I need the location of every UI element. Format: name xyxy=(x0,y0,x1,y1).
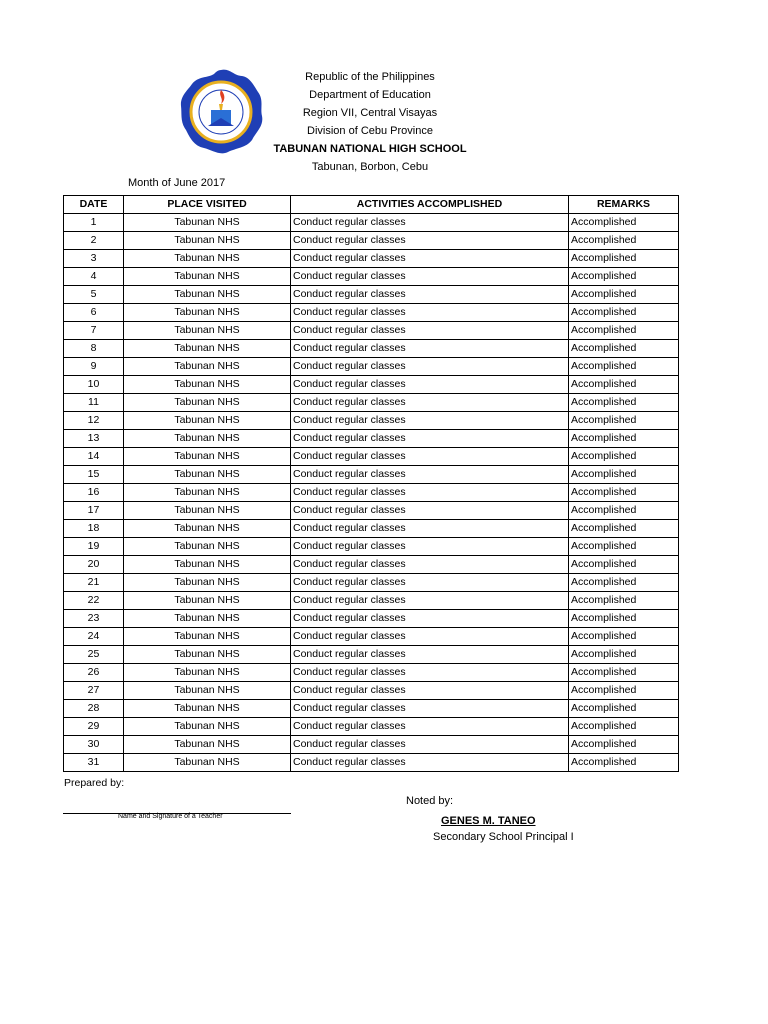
cell-place: Tabunan NHS xyxy=(124,358,291,376)
cell-place: Tabunan NHS xyxy=(124,502,291,520)
column-header-place: PLACE VISITED xyxy=(124,196,291,214)
cell-activity: Conduct regular classes xyxy=(291,358,569,376)
table-row xyxy=(64,268,679,286)
cell-place: Tabunan NHS xyxy=(124,466,291,484)
table-row xyxy=(64,358,679,376)
cell-place: Tabunan NHS xyxy=(124,250,291,268)
cell-date: 14 xyxy=(64,448,124,466)
cell-date: 11 xyxy=(64,394,124,412)
cell-activity: Conduct regular classes xyxy=(291,556,569,574)
cell-place: Tabunan NHS xyxy=(124,628,291,646)
school-seal-icon xyxy=(178,68,264,156)
header-school-name: TABUNAN NATIONAL HIGH SCHOOL xyxy=(273,143,467,155)
table-row xyxy=(64,736,679,754)
cell-remarks: Accomplished xyxy=(569,394,679,412)
cell-date: 10 xyxy=(64,376,124,394)
cell-activity: Conduct regular classes xyxy=(291,430,569,448)
table-row xyxy=(64,700,679,718)
cell-place: Tabunan NHS xyxy=(124,700,291,718)
cell-remarks: Accomplished xyxy=(569,628,679,646)
cell-remarks: Accomplished xyxy=(569,610,679,628)
cell-date: 8 xyxy=(64,340,124,358)
cell-activity: Conduct regular classes xyxy=(291,718,569,736)
cell-remarks: Accomplished xyxy=(569,736,679,754)
cell-date: 25 xyxy=(64,646,124,664)
cell-place: Tabunan NHS xyxy=(124,718,291,736)
cell-activity: Conduct regular classes xyxy=(291,664,569,682)
cell-date: 2 xyxy=(64,232,124,250)
table-row xyxy=(64,574,679,592)
cell-date: 5 xyxy=(64,286,124,304)
table-row xyxy=(64,646,679,664)
cell-remarks: Accomplished xyxy=(569,484,679,502)
cell-place: Tabunan NHS xyxy=(124,664,291,682)
cell-activity: Conduct regular classes xyxy=(291,340,569,358)
cell-date: 31 xyxy=(64,754,124,772)
cell-place: Tabunan NHS xyxy=(124,754,291,772)
table-row xyxy=(64,754,679,772)
cell-place: Tabunan NHS xyxy=(124,340,291,358)
cell-remarks: Accomplished xyxy=(569,592,679,610)
cell-place: Tabunan NHS xyxy=(124,322,291,340)
principal-title: Secondary School Principal I xyxy=(433,831,574,843)
table-row xyxy=(64,466,679,484)
cell-date: 26 xyxy=(64,664,124,682)
table-row xyxy=(64,304,679,322)
cell-remarks: Accomplished xyxy=(569,682,679,700)
cell-date: 20 xyxy=(64,556,124,574)
table-row xyxy=(64,286,679,304)
cell-remarks: Accomplished xyxy=(569,358,679,376)
cell-remarks: Accomplished xyxy=(569,412,679,430)
cell-place: Tabunan NHS xyxy=(124,556,291,574)
signature-label: Name and Signature of a Teacher xyxy=(118,813,223,820)
cell-place: Tabunan NHS xyxy=(124,304,291,322)
cell-remarks: Accomplished xyxy=(569,502,679,520)
cell-date: 30 xyxy=(64,736,124,754)
cell-place: Tabunan NHS xyxy=(124,394,291,412)
cell-date: 9 xyxy=(64,358,124,376)
cell-date: 7 xyxy=(64,322,124,340)
cell-remarks: Accomplished xyxy=(569,520,679,538)
document-header xyxy=(270,68,470,176)
table-row xyxy=(64,682,679,700)
prepared-by-label: Prepared by: xyxy=(64,777,125,789)
table-row xyxy=(64,448,679,466)
cell-remarks: Accomplished xyxy=(569,304,679,322)
cell-activity: Conduct regular classes xyxy=(291,502,569,520)
cell-remarks: Accomplished xyxy=(569,322,679,340)
cell-remarks: Accomplished xyxy=(569,448,679,466)
cell-remarks: Accomplished xyxy=(569,340,679,358)
column-header-activities: ACTIVITIES ACCOMPLISHED xyxy=(291,196,569,214)
cell-activity: Conduct regular classes xyxy=(291,322,569,340)
table-row xyxy=(64,250,679,268)
cell-activity: Conduct regular classes xyxy=(291,286,569,304)
cell-place: Tabunan NHS xyxy=(124,682,291,700)
cell-place: Tabunan NHS xyxy=(124,214,291,232)
table-row xyxy=(64,484,679,502)
cell-activity: Conduct regular classes xyxy=(291,448,569,466)
cell-place: Tabunan NHS xyxy=(124,520,291,538)
cell-date: 24 xyxy=(64,628,124,646)
cell-activity: Conduct regular classes xyxy=(291,520,569,538)
cell-remarks: Accomplished xyxy=(569,250,679,268)
cell-date: 22 xyxy=(64,592,124,610)
table-row xyxy=(64,376,679,394)
column-header-remarks: REMARKS xyxy=(569,196,679,214)
table-row xyxy=(64,232,679,250)
table-row xyxy=(64,412,679,430)
cell-activity: Conduct regular classes xyxy=(291,592,569,610)
cell-date: 13 xyxy=(64,430,124,448)
table-row xyxy=(64,340,679,358)
cell-date: 29 xyxy=(64,718,124,736)
table-row xyxy=(64,718,679,736)
cell-date: 12 xyxy=(64,412,124,430)
cell-place: Tabunan NHS xyxy=(124,592,291,610)
cell-date: 4 xyxy=(64,268,124,286)
cell-date: 18 xyxy=(64,520,124,538)
table-row xyxy=(64,664,679,682)
noted-by-label: Noted by: xyxy=(406,795,454,807)
header-republic: Republic of the Philippines xyxy=(305,71,435,83)
cell-activity: Conduct regular classes xyxy=(291,214,569,232)
cell-activity: Conduct regular classes xyxy=(291,646,569,664)
cell-activity: Conduct regular classes xyxy=(291,628,569,646)
table-row xyxy=(64,556,679,574)
cell-place: Tabunan NHS xyxy=(124,430,291,448)
cell-date: 17 xyxy=(64,502,124,520)
table-row xyxy=(64,322,679,340)
table-row xyxy=(64,628,679,646)
cell-activity: Conduct regular classes xyxy=(291,412,569,430)
cell-activity: Conduct regular classes xyxy=(291,682,569,700)
cell-date: 23 xyxy=(64,610,124,628)
cell-place: Tabunan NHS xyxy=(124,376,291,394)
cell-activity: Conduct regular classes xyxy=(291,376,569,394)
cell-date: 15 xyxy=(64,466,124,484)
header-region: Region VII, Central Visayas xyxy=(302,107,438,119)
cell-activity: Conduct regular classes xyxy=(291,484,569,502)
cell-date: 16 xyxy=(64,484,124,502)
cell-activity: Conduct regular classes xyxy=(291,736,569,754)
cell-place: Tabunan NHS xyxy=(124,412,291,430)
cell-remarks: Accomplished xyxy=(569,700,679,718)
cell-remarks: Accomplished xyxy=(569,718,679,736)
cell-remarks: Accomplished xyxy=(569,430,679,448)
cell-date: 19 xyxy=(64,538,124,556)
cell-activity: Conduct regular classes xyxy=(291,754,569,772)
table-header-row xyxy=(64,196,679,214)
cell-place: Tabunan NHS xyxy=(124,574,291,592)
cell-remarks: Accomplished xyxy=(569,754,679,772)
cell-place: Tabunan NHS xyxy=(124,286,291,304)
table-row xyxy=(64,502,679,520)
cell-place: Tabunan NHS xyxy=(124,610,291,628)
cell-place: Tabunan NHS xyxy=(124,484,291,502)
cell-activity: Conduct regular classes xyxy=(291,304,569,322)
table-row xyxy=(64,394,679,412)
header-division: Division of Cebu Province xyxy=(307,125,433,137)
table-row xyxy=(64,538,679,556)
table-row xyxy=(64,610,679,628)
cell-activity: Conduct regular classes xyxy=(291,574,569,592)
cell-date: 27 xyxy=(64,682,124,700)
cell-place: Tabunan NHS xyxy=(124,232,291,250)
cell-remarks: Accomplished xyxy=(569,538,679,556)
cell-activity: Conduct regular classes xyxy=(291,268,569,286)
cell-remarks: Accomplished xyxy=(569,286,679,304)
cell-remarks: Accomplished xyxy=(569,646,679,664)
cell-activity: Conduct regular classes xyxy=(291,538,569,556)
header-department: Department of Education xyxy=(309,89,431,101)
principal-name: GENES M. TANEO xyxy=(441,815,536,827)
cell-activity: Conduct regular classes xyxy=(291,700,569,718)
cell-remarks: Accomplished xyxy=(569,232,679,250)
cell-remarks: Accomplished xyxy=(569,214,679,232)
cell-remarks: Accomplished xyxy=(569,574,679,592)
cell-activity: Conduct regular classes xyxy=(291,232,569,250)
cell-date: 6 xyxy=(64,304,124,322)
header-address: Tabunan, Borbon, Cebu xyxy=(311,161,429,173)
cell-activity: Conduct regular classes xyxy=(291,466,569,484)
cell-place: Tabunan NHS xyxy=(124,448,291,466)
cell-date: 3 xyxy=(64,250,124,268)
cell-remarks: Accomplished xyxy=(569,268,679,286)
table-row xyxy=(64,592,679,610)
cell-date: 28 xyxy=(64,700,124,718)
table-body xyxy=(64,214,679,772)
cell-activity: Conduct regular classes xyxy=(291,394,569,412)
column-header-date: DATE xyxy=(64,196,124,214)
cell-date: 21 xyxy=(64,574,124,592)
cell-activity: Conduct regular classes xyxy=(291,250,569,268)
cell-place: Tabunan NHS xyxy=(124,268,291,286)
activity-log-table xyxy=(63,195,679,772)
cell-remarks: Accomplished xyxy=(569,376,679,394)
cell-place: Tabunan NHS xyxy=(124,538,291,556)
cell-place: Tabunan NHS xyxy=(124,646,291,664)
table-row xyxy=(64,214,679,232)
cell-date: 1 xyxy=(64,214,124,232)
cell-activity: Conduct regular classes xyxy=(291,610,569,628)
table-row xyxy=(64,430,679,448)
cell-place: Tabunan NHS xyxy=(124,736,291,754)
month-label: Month of June 2017 xyxy=(128,177,226,189)
cell-remarks: Accomplished xyxy=(569,466,679,484)
table-row xyxy=(64,520,679,538)
cell-remarks: Accomplished xyxy=(569,664,679,682)
cell-remarks: Accomplished xyxy=(569,556,679,574)
